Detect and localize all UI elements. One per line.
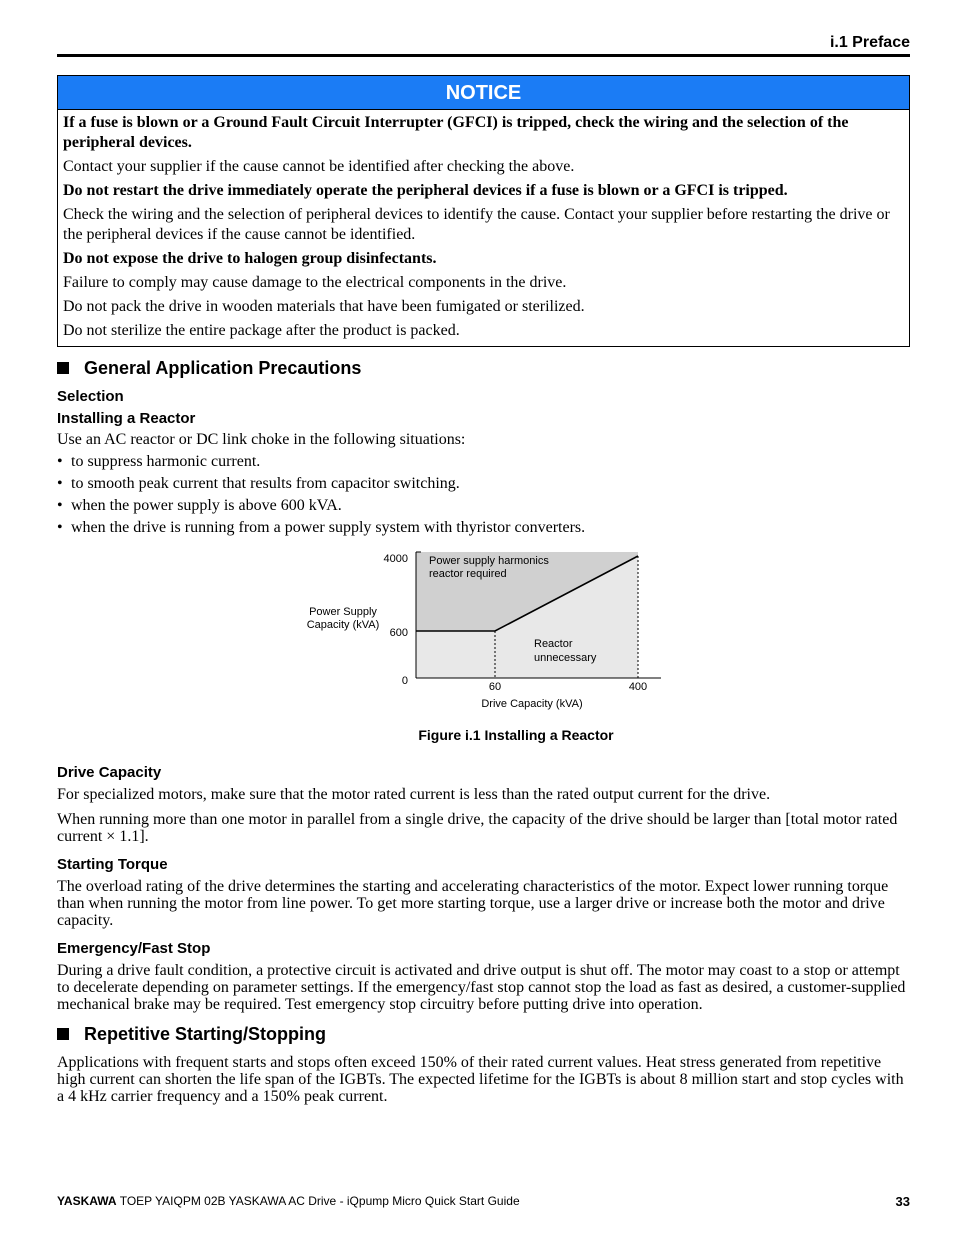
page-number: 33 [895, 1194, 910, 1209]
repetitive-heading-text: Repetitive Starting/Stopping [84, 1024, 327, 1044]
footer-doc [57, 1194, 520, 1208]
estop-heading: Emergency/Fast Stop [57, 940, 211, 957]
estop-p: During a drive fault condition, a protective circuit is activated and drive output is shut off. The motor may coast to a stop or attempt to decelerate depending on parameter settings. If the emergency/fast stop cannot stop the load as fast as desired, a customer-supplied mechanical brake may be required. Test emergency stop circuitry before putting drive into operation. [57, 962, 906, 1013]
x-tick-label: 60 [488, 681, 502, 693]
list-item: • to suppress harmonic current. [57, 453, 261, 470]
footer-doc-title: TOEP YAIQPM 02B YASKAWA AC Drive - iQpump Micro Quick Start Guide [119, 1194, 520, 1208]
y-axis-label-line2: Capacity (kVA) [306, 619, 380, 631]
notice-body [58, 110, 909, 341]
list-item: • to smooth peak current that results from capacitor switching. [57, 475, 460, 492]
list-item: • when the drive is running from a power supply system with thyristor converters. [57, 519, 586, 536]
y-tick-label: 0 [401, 675, 408, 687]
region-label-required-line1: Power supply harmonics [429, 555, 549, 567]
notice-p3: Do not restart the drive immediately operate the peripheral devices if a fuse is blown or a GFCI is tripped. [63, 182, 788, 199]
footer-brand: YASKAWA [57, 1194, 117, 1208]
starting-torque-p: The overload rating of the drive determines the starting and accelerating characteristics of the motor. Expect lower running torque than when running the motor from line power. To get more starting torque, use a larger drive or increase both the motor and drive capacity. [57, 878, 889, 929]
starting-torque-heading: Starting Torque [57, 856, 168, 873]
general-heading-text: General Application Precautions [84, 358, 362, 378]
header-section-title: i.1 Preface [829, 34, 910, 51]
general-precautions-heading [57, 358, 361, 379]
region-label-required-line2: reactor required [429, 568, 507, 580]
region-label-unnecessary-line2: unnecessary [534, 652, 597, 664]
notice-p6: Failure to comply may cause damage to the electrical components in the drive. [63, 274, 567, 291]
notice-p7: Do not pack the drive in wooden materials that have been fumigated or sterilized. [63, 298, 585, 315]
repetitive-heading [57, 1024, 326, 1045]
list-item: • when the power supply is above 600 kVA. [57, 497, 342, 514]
notice-p2: Contact your supplier if the cause cannot be identified after checking the above. [63, 158, 575, 175]
y-axis-label-line1: Power Supply [309, 606, 377, 618]
section-square-icon [57, 362, 69, 374]
x-tick-label: 400 [628, 681, 648, 693]
drive-capacity-heading: Drive Capacity [57, 764, 162, 781]
section-square-icon [57, 1028, 69, 1040]
selection-heading: Selection [57, 388, 124, 405]
notice-box [57, 75, 910, 347]
notice-p5: Do not expose the drive to halogen group disinfectants. [63, 250, 437, 267]
drive-capacity-p2: When running more than one motor in parallel from a single drive, the capacity of the drive should be larger than [total motor rated current × 1.1]. [57, 811, 898, 845]
figure-caption: Figure i.1 Installing a Reactor [418, 727, 614, 743]
notice-p4: Check the wiring and the selection of peripheral devices to identify the cause. Contact your supplier before restarting the drive or the peripheral devices if the cause cannot be identified. [63, 206, 890, 243]
reactor-intro: Use an AC reactor or DC link choke in the following situations: [57, 431, 466, 448]
y-tick-label: 600 [389, 627, 408, 639]
header-rule [57, 54, 910, 57]
notice-p1: If a fuse is blown or a Ground Fault Circuit Interrupter (GFCI) is tripped, check the wiring and the selection of the peripheral devices. [63, 114, 849, 151]
reactor-heading: Installing a Reactor [57, 410, 196, 427]
notice-title: NOTICE [58, 76, 909, 110]
drive-capacity-p1: For specialized motors, make sure that the motor rated current is less than the rated output current for the drive. [57, 786, 771, 803]
region-label-unnecessary-line1: Reactor [534, 638, 573, 650]
x-axis-label: Drive Capacity (kVA) [481, 698, 583, 710]
repetitive-p: Applications with frequent starts and stops often exceed 150% of their rated current values. Heat stress generated from repetitive high current can shorten the life span of the IGBTs. The expected lifetime for the IGBTs is about 8 million start and stop cycles with a 4 kHz carrier frequency and a 150% peak current. [57, 1054, 904, 1105]
reactor-chart [295, 545, 675, 715]
notice-p8: Do not sterilize the entire package after the product is packed. [63, 322, 460, 339]
y-tick-label: 4000 [383, 553, 408, 565]
